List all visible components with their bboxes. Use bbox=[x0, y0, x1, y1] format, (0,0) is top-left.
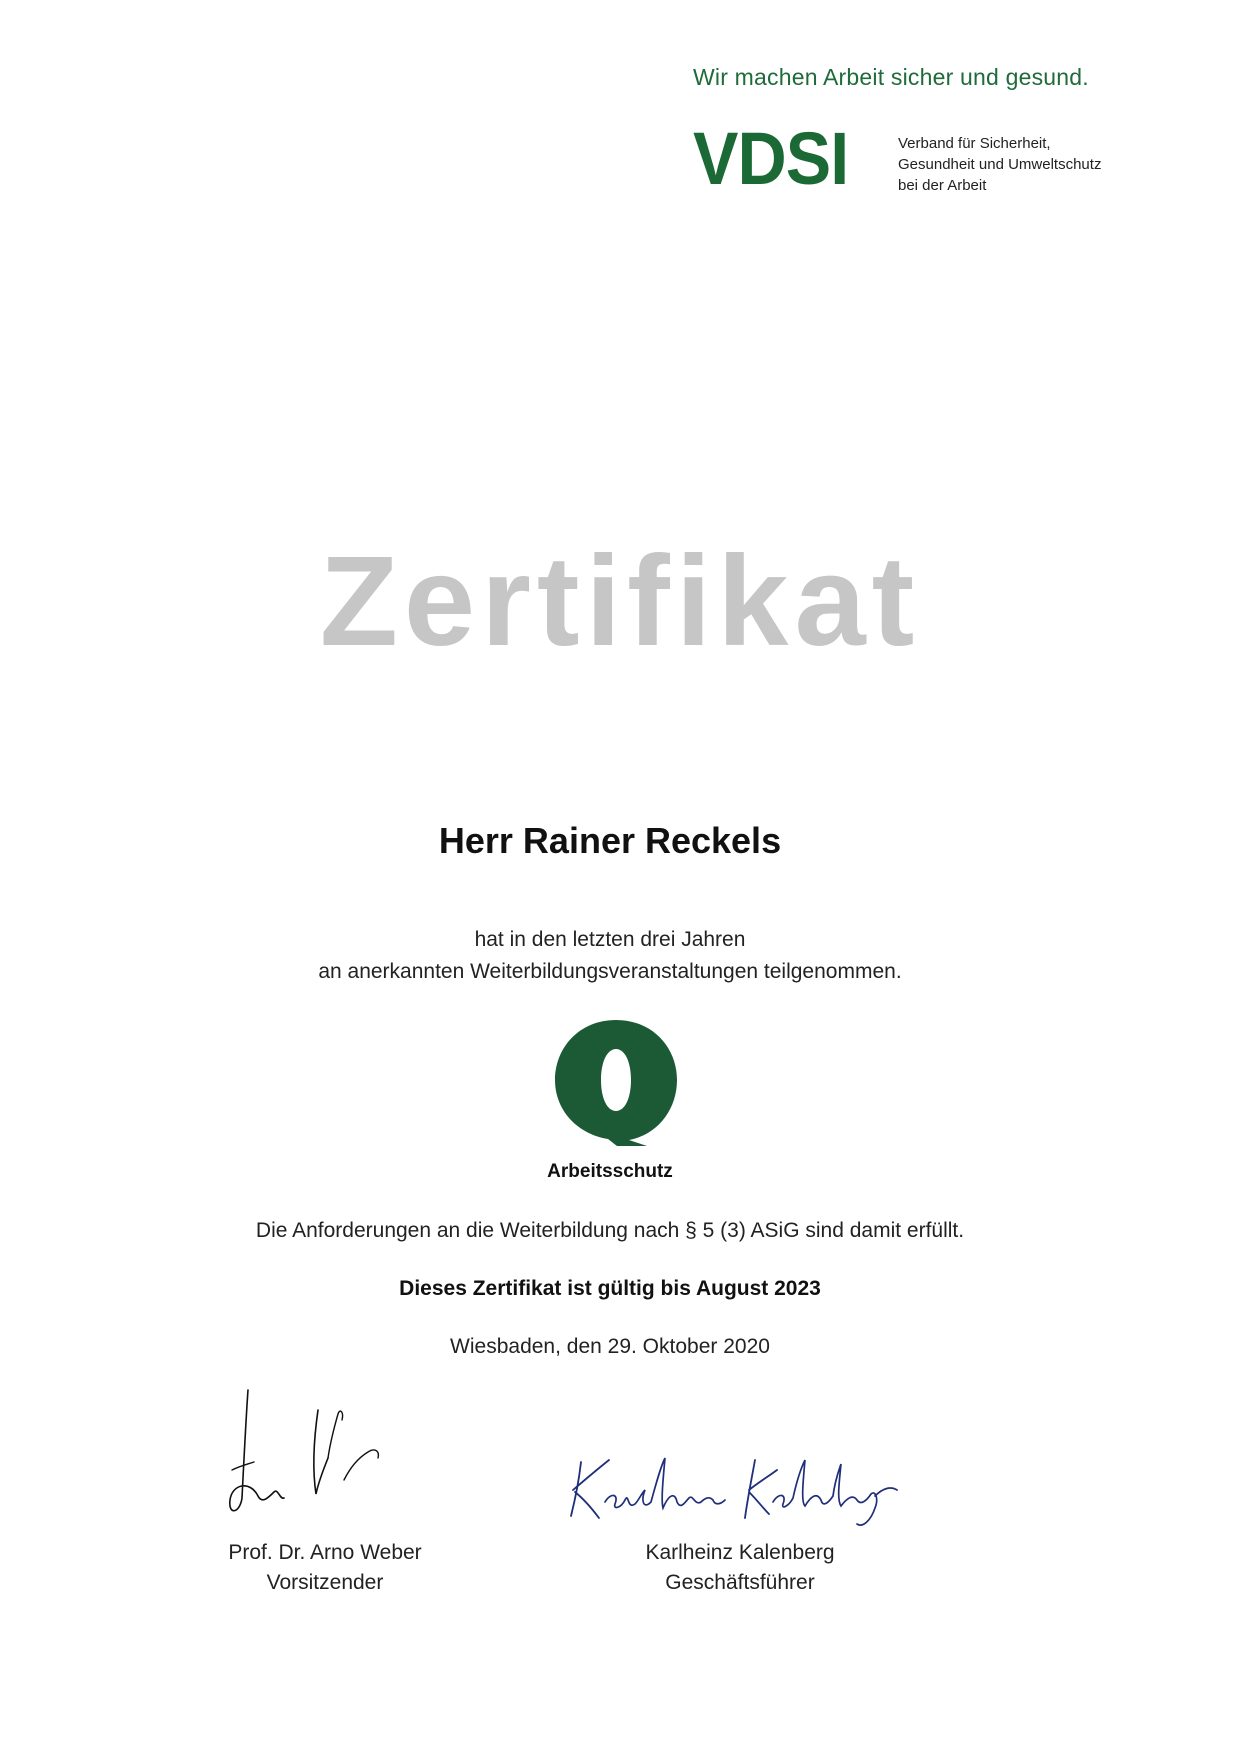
tagline: Wir machen Arbeit sicher und gesund. bbox=[693, 64, 1089, 90]
signature-weber bbox=[218, 1388, 418, 1528]
signatory-name: Prof. Dr. Arno Weber bbox=[228, 1541, 422, 1564]
place-and-date: Wiesbaden, den 29. Oktober 2020 bbox=[450, 1335, 770, 1358]
seal-label: Arbeitsschutz bbox=[547, 1161, 673, 1182]
signatory-name: Karlheinz Kalenberg bbox=[645, 1541, 835, 1564]
recipient-name: Herr Rainer Reckels bbox=[438, 820, 782, 861]
signatory-role: Vorsitzender bbox=[266, 1571, 384, 1594]
statement-line: an anerkannten Weiterbildungsveranstaltungen teilgenommen. bbox=[318, 960, 902, 983]
certificate-title: Zertifikat bbox=[319, 530, 921, 673]
organization-description-line: Verband für Sicherheit, bbox=[898, 135, 1051, 152]
signatory-role: Geschäftsführer bbox=[665, 1571, 815, 1594]
requirements-statement: Die Anforderungen an die Weiterbildung nach § 5 (3) ASiG sind damit erfüllt. bbox=[255, 1219, 965, 1242]
participation-statement bbox=[0, 924, 1220, 988]
signatory-weber bbox=[210, 1538, 440, 1598]
quality-seal-icon bbox=[553, 1018, 679, 1148]
signature-kalenberg bbox=[565, 1440, 935, 1530]
statement-line: hat in den letzten drei Jahren bbox=[474, 928, 746, 951]
signatory-kalenberg bbox=[620, 1538, 860, 1598]
vdsi-logo: VDSI bbox=[693, 117, 849, 200]
validity-statement: Dieses Zertifikat ist gültig bis August 2023 bbox=[399, 1277, 821, 1300]
organization-description bbox=[898, 133, 1101, 196]
organization-description-line: bei der Arbeit bbox=[898, 177, 987, 194]
organization-description-line: Gesundheit und Umweltschutz bbox=[898, 156, 1102, 173]
